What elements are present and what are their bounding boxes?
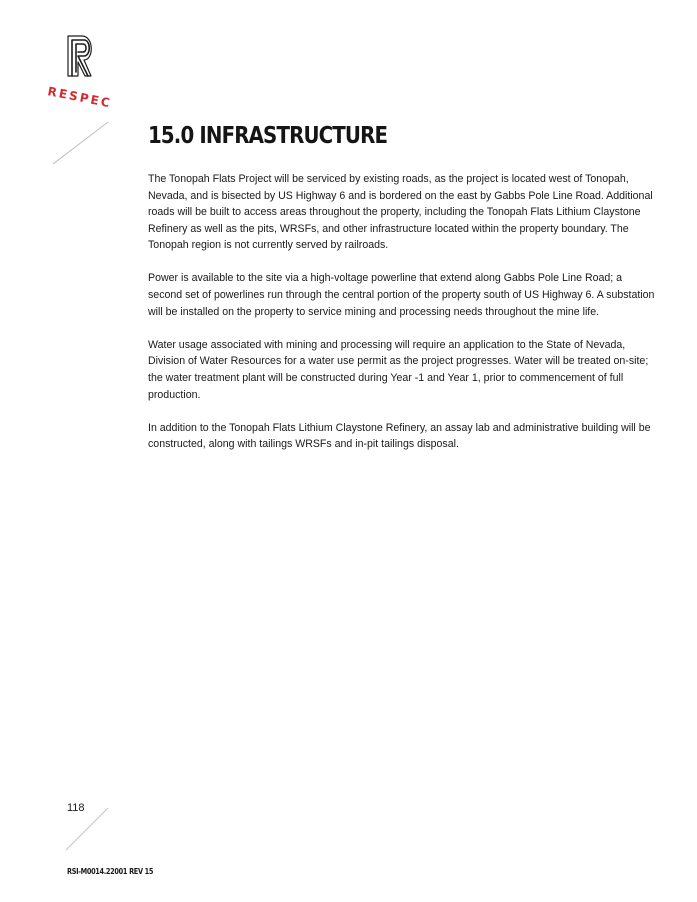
document-id: RSI-M0014.22001 REV 15: [67, 867, 154, 876]
body-paragraph: In addition to the Tonopah Flats Lithium Claystone Refinery, an assay lab and administrative building will be constructed, along with tailings WRSFs and in-pit tailings disposal.: [148, 421, 651, 451]
header-divider-slash: [51, 120, 111, 166]
respec-wordmark-text: RESPEC: [46, 84, 113, 111]
body-paragraph: Water usage associated with mining and processing will require an application to the State of Nevada, Division of Water Resources for a water use permit as the project progresses. Water will be treated on-site; the water treatment plant will be constructed during Year -1 and Year 1, prior to commencement of full production.: [148, 338, 649, 401]
body-paragraph: The Tonopah Flats Project will be serviced by existing roads, as the project is located west of Tonopah, Nevada, and is bisected by US Highway 6 and is bordered on the east by Gabbs Pole Line Road. Additional roads will be built to access areas throughout the property, including the Tonopah Flats Lithium Claystone Refinery as well as the pits, WRSFs, and other infrastructure located within the property boundary. The Tonopah region is not currently served by railroads.: [148, 173, 653, 252]
section-body: [148, 171, 658, 469]
body-paragraph: Power is available to the site via a high-voltage powerline that extend along Gabbs Pole Line Road; a second set of powerlines run through the central portion of the property south of US Highway 6. A substation will be installed on the property to service mining and processing needs throughout the mine life.: [148, 272, 655, 318]
section-heading: 15.0 INFRASTRUCTURE: [148, 123, 388, 149]
respec-wordmark: [44, 80, 116, 112]
footer-divider-slash: [64, 806, 110, 852]
page-number: 118: [67, 802, 85, 814]
respec-logo: [44, 32, 116, 112]
respec-r-logo-icon: [66, 32, 96, 78]
